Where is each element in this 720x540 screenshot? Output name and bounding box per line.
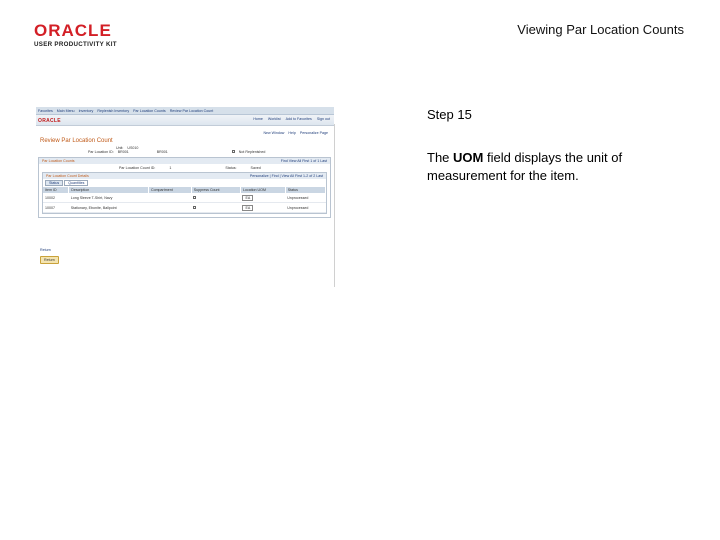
cell-compartment	[148, 193, 191, 203]
cell-location-uom	[240, 203, 285, 213]
step-label: Step 15	[427, 107, 472, 122]
unit-value: US010	[127, 146, 139, 150]
utility-links	[36, 126, 334, 135]
app-screenshot	[36, 107, 334, 287]
count-id-label: Par Location Count ID:	[119, 166, 156, 170]
col-suppress-count[interactable]: Suppress Count	[191, 187, 240, 193]
par-location-desc: BR001	[156, 150, 168, 154]
cell-item-id: 10002	[43, 193, 69, 203]
logo-wordmark: ORACLE	[34, 21, 112, 40]
top-links	[253, 117, 330, 121]
sign-out-link[interactable]: Sign out	[316, 117, 330, 121]
breadcrumb-replenish[interactable]: Replenish Inventory	[97, 108, 130, 113]
count-row	[39, 164, 330, 172]
help-link[interactable]: Help	[288, 131, 296, 135]
grid-tabs	[43, 179, 326, 187]
panel-title: Par Location Counts	[42, 159, 75, 163]
return-link[interactable]: Return	[40, 248, 51, 252]
cell-description: Stationary, Ebonite, Ballpoint	[69, 203, 149, 213]
par-location-value: BR001	[117, 150, 129, 154]
suppress-count-checkbox[interactable]	[193, 206, 196, 209]
col-location-uom[interactable]: Location UOM	[240, 187, 285, 193]
cell-location-uom	[240, 193, 285, 203]
par-location-counts-panel	[38, 157, 331, 218]
tab-quantities[interactable]: Quantities	[64, 180, 88, 186]
cell-compartment	[148, 203, 191, 213]
home-link[interactable]: Home	[253, 117, 263, 121]
desc-prefix: The	[427, 150, 454, 165]
col-item-id[interactable]: Item ID	[43, 187, 69, 193]
not-replenished-label: Not Replenished	[238, 150, 266, 154]
app-logo: ORACLE	[38, 118, 61, 124]
cell-suppress-count	[191, 193, 240, 203]
status-value: Saved	[250, 166, 261, 170]
col-compartment[interactable]: Compartment	[148, 187, 191, 193]
col-description[interactable]: Description	[69, 187, 149, 193]
return-button[interactable]: Return	[40, 256, 59, 264]
step-description	[427, 149, 677, 185]
panel-navigation[interactable]: Find View All First 1 of 1 Last	[280, 159, 327, 163]
breadcrumb-favorites[interactable]: Favorites	[38, 108, 53, 113]
cell-item-id: 10007	[43, 203, 69, 213]
page-title: Review Par Location Count	[40, 138, 113, 144]
table-row	[43, 193, 326, 203]
par-location-label: Par Location ID:	[88, 150, 114, 154]
breadcrumb	[36, 107, 334, 115]
uom-field[interactable]: EA	[242, 195, 253, 201]
new-window-link[interactable]: New Window	[263, 131, 285, 135]
details-title: Par Location Count Details	[46, 174, 89, 178]
worklist-link[interactable]: Worklist	[267, 117, 281, 121]
tab-status[interactable]: Status	[45, 180, 63, 186]
breadcrumb-inventory[interactable]: Inventory	[78, 108, 94, 113]
par-location-row	[36, 150, 334, 154]
col-status[interactable]: Status	[285, 187, 325, 193]
status-label: Status:	[225, 166, 237, 170]
cell-description: Long Sleeve T-Shirt, Navy	[69, 193, 149, 203]
oracle-upk-logo	[34, 22, 134, 48]
cell-status: Unprocessed	[285, 193, 325, 203]
table-row	[43, 203, 326, 213]
desc-suffix: field displays the unit of measurement for the item.	[427, 150, 623, 183]
slide-title: Viewing Par Location Counts	[517, 22, 684, 37]
suppress-count-checkbox[interactable]	[193, 196, 196, 199]
breadcrumb-main-menu[interactable]: Main Menu	[56, 108, 75, 113]
vertical-divider	[334, 124, 335, 287]
breadcrumb-review[interactable]: Review Par Location Count	[169, 108, 214, 113]
details-grid	[42, 172, 327, 214]
cell-status: Unprocessed	[285, 203, 325, 213]
personalize-page-link[interactable]: Personalize Page	[299, 131, 328, 135]
details-navigation[interactable]: Personalize | Find | View All First 1-2 of 2 Last	[249, 174, 323, 178]
details-table	[43, 187, 326, 213]
not-replenished-checkbox[interactable]	[232, 150, 235, 153]
breadcrumb-par-location-counts[interactable]: Par Location Counts	[133, 108, 166, 113]
brand-bar	[36, 115, 334, 126]
desc-field-name: UOM	[453, 150, 484, 165]
uom-field[interactable]: EA	[242, 205, 253, 211]
unit-label: Unit:	[116, 146, 124, 150]
count-id-value: 1	[169, 166, 172, 170]
logo-subtitle: USER PRODUCTIVITY KIT	[34, 41, 117, 48]
add-favorites-link[interactable]: Add to Favorites	[285, 117, 312, 121]
cell-suppress-count	[191, 203, 240, 213]
